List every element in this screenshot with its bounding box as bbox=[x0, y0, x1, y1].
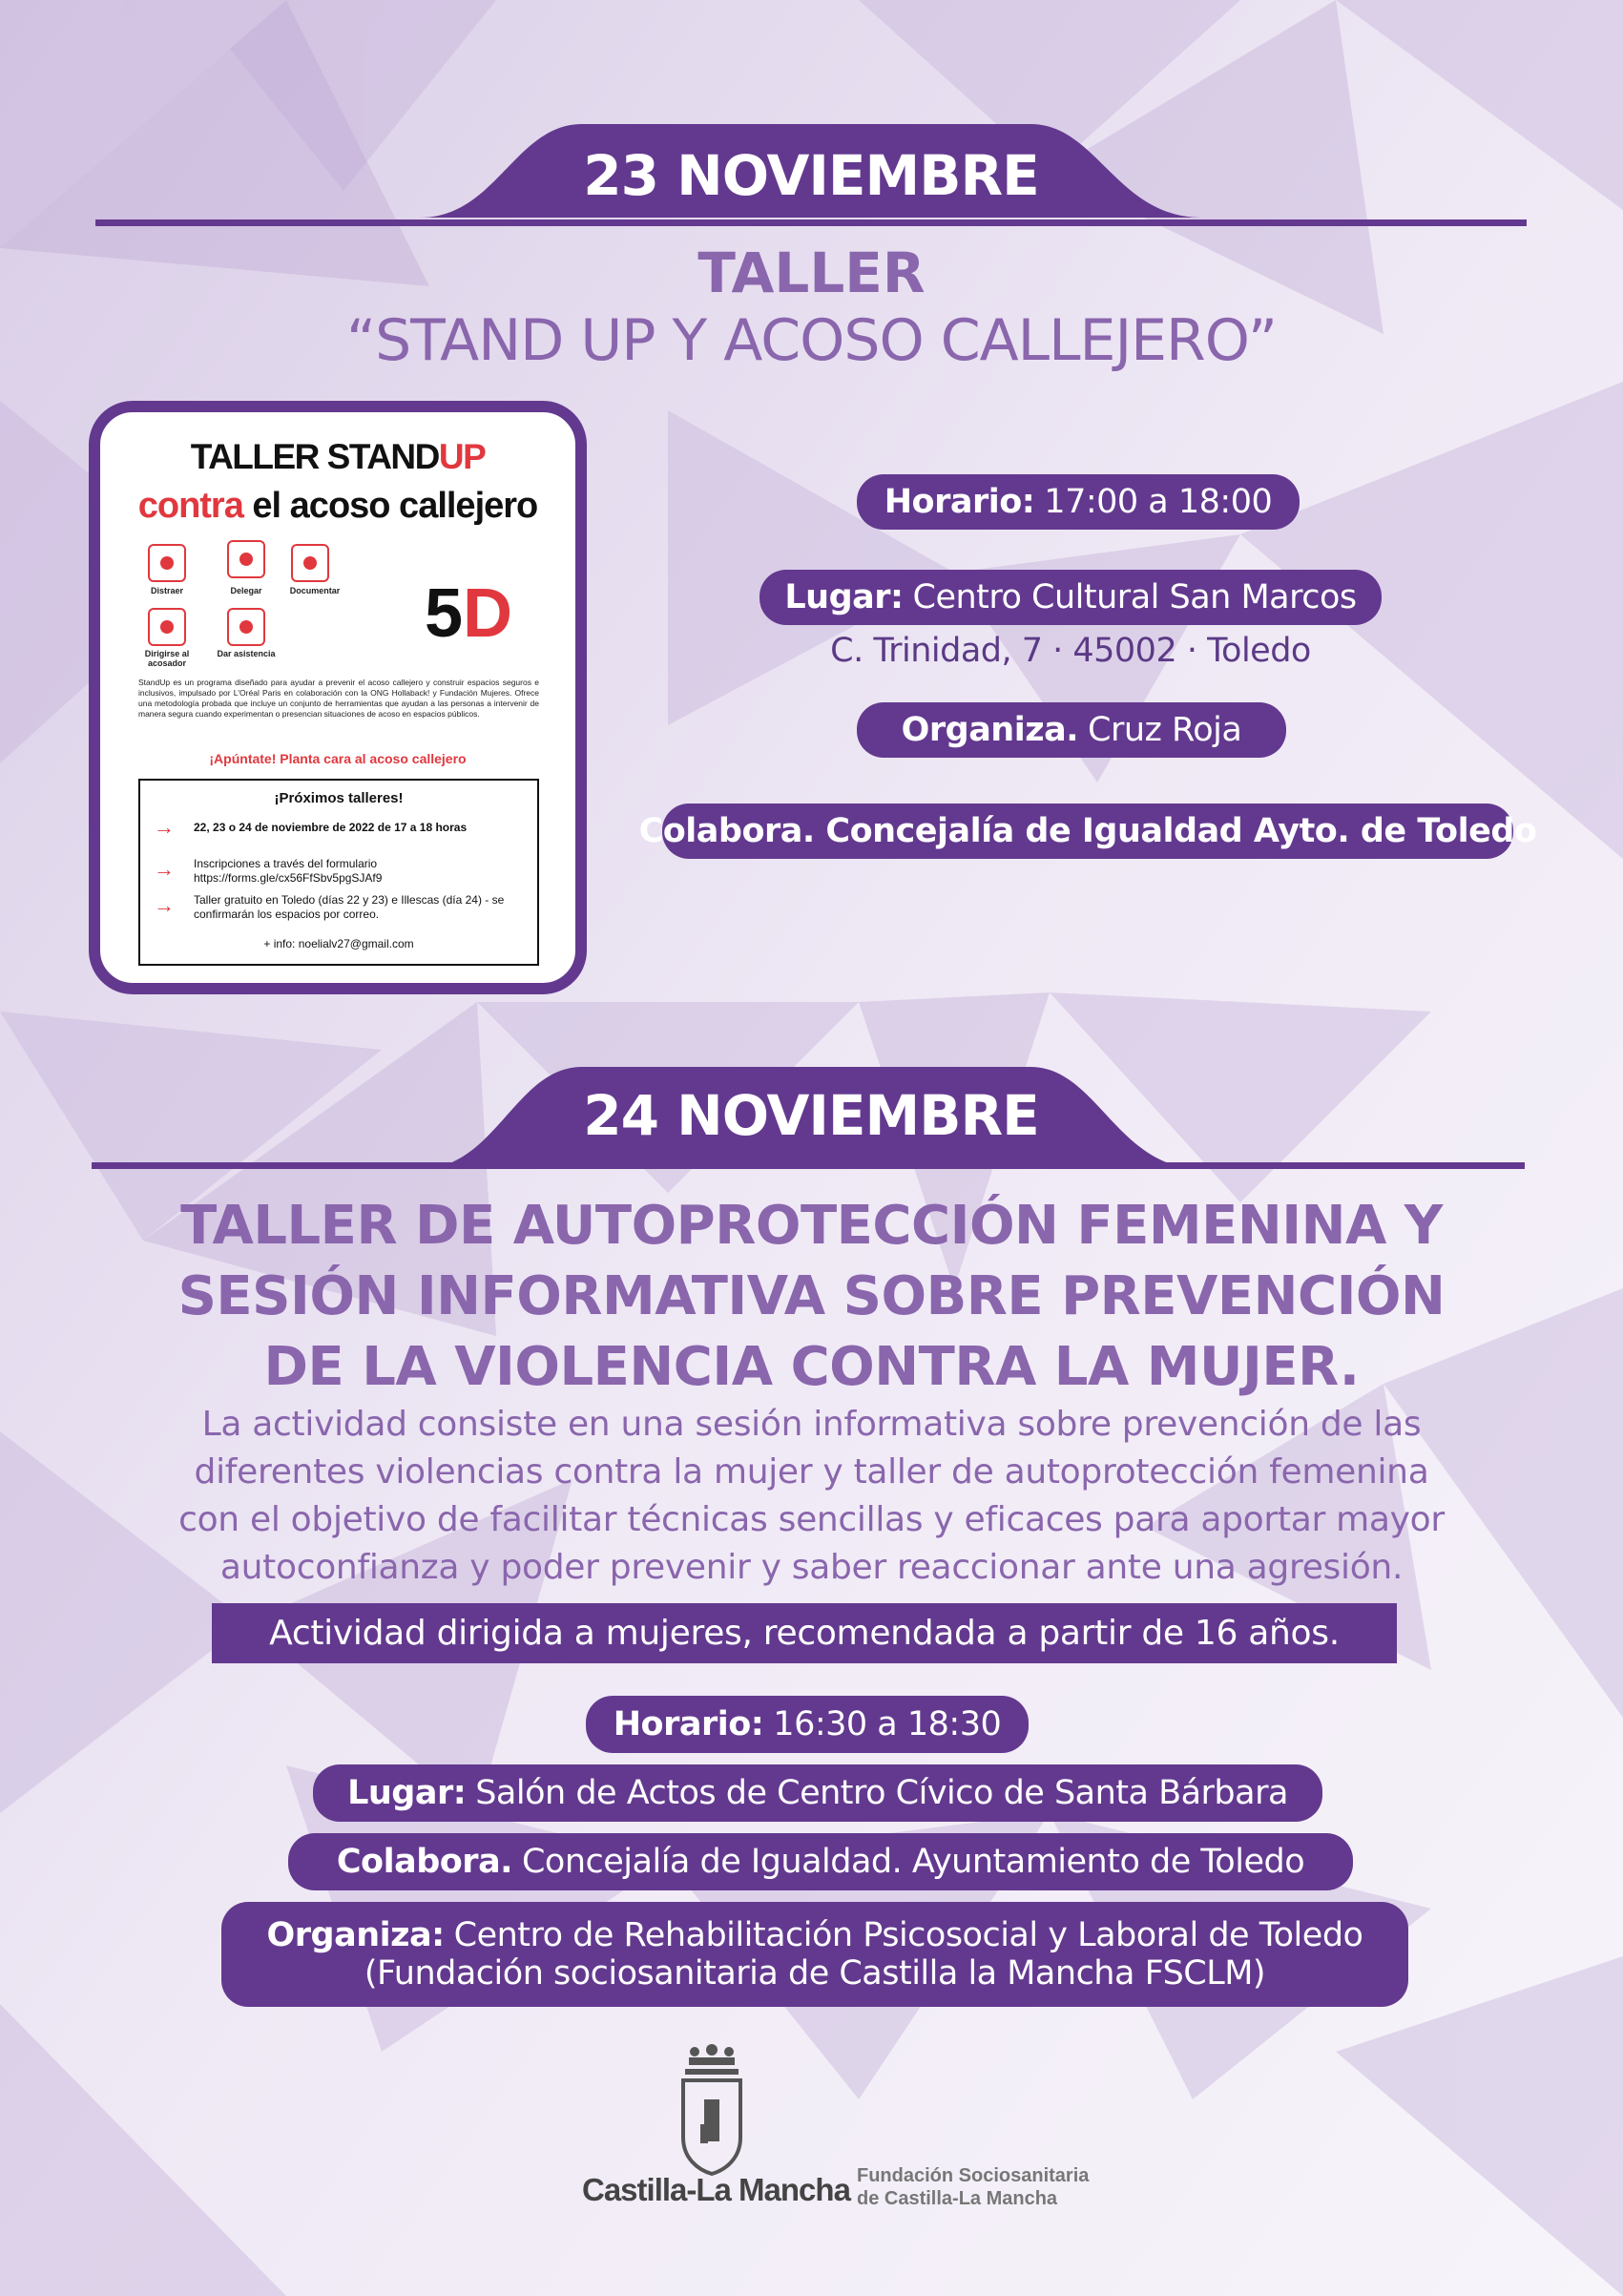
flyer-item-gratuito: Taller gratuito en Toledo (días 22 y 23) e Illescas (día 24) - se confirmarán los espacios por correo. bbox=[194, 893, 505, 921]
event1-horario-pill: Horario: 17:00 a 18:00 bbox=[857, 474, 1300, 530]
fundacion-sociosanitaria-logo bbox=[857, 2164, 1089, 2210]
delegar-icon bbox=[227, 540, 265, 578]
event2-body-line3: con el objetivo de facilitar técnicas sencillas y eficaces para aportar mayor bbox=[178, 1500, 1445, 1539]
flyer-icon-label: Documentar bbox=[289, 586, 341, 595]
flyer-5d-logo: 5D bbox=[425, 575, 513, 652]
flyer-description: StandUp es un programa diseñado para ayudar a prevenir el acoso callejero y construir espacios seguros e inclusivos, impulsado por L'Oréal Paris en colaboración con la ONG Hollaback! y Fundación Mujeres. Ofrece una metodología probada que incluye un conjunto de herramientas que ayudan a las personas a intervenir de manera segura cuando experimentan o presencian situaciones de acoso en espacios públicos. bbox=[138, 678, 539, 719]
arrow-right-icon: → bbox=[154, 857, 175, 881]
event2-title-line2: SESIÓN INFORMATIVA SOBRE PREVENCIÓN bbox=[177, 1265, 1446, 1327]
dar-asistencia-icon bbox=[227, 608, 265, 646]
event1-title-line2: “STAND UP Y ACOSO CALLEJERO” bbox=[345, 307, 1277, 374]
arrow-right-icon: → bbox=[154, 815, 175, 839]
flyer-icon-label: Dar asistencia bbox=[217, 649, 276, 658]
event1-colabora-pill: Colabora. Concejalía de Igualdad Ayto. de Toledo bbox=[662, 804, 1513, 859]
flyer-item-dates: 22, 23 o 24 de noviembre de 2022 de 17 a 18 horas bbox=[194, 821, 468, 834]
castilla-la-mancha-crest-icon bbox=[676, 2042, 748, 2176]
flyer-title: TALLER STANDUP bbox=[190, 437, 486, 476]
dirigirse-icon bbox=[148, 608, 186, 646]
flyer-subtitle: contra el acoso callejero bbox=[137, 486, 538, 526]
flyer-icon-label: Delegar bbox=[230, 586, 262, 595]
event1-title-line1: TALLER bbox=[697, 240, 926, 305]
flyer-info: + info: noelialv27@gmail.com bbox=[263, 937, 414, 950]
event1-divider bbox=[95, 219, 1527, 226]
event2-body-line4: autoconfianza y poder prevenir y saber reaccionar ante una agresión. bbox=[219, 1548, 1404, 1587]
event1-address: C. Trinidad, 7 · 45002 · Toledo bbox=[830, 632, 1311, 670]
event2-colabora-pill: Colabora. Concejalía de Igualdad. Ayuntamiento de Toledo bbox=[288, 1833, 1353, 1890]
event2-body-line2: diferentes violencias contra la mujer y taller de autoprotección femenina bbox=[194, 1452, 1429, 1492]
flyer-icon-label: Dirigirse al acosador bbox=[144, 649, 190, 668]
event1-date: 23 NOVIEMBRE bbox=[583, 143, 1039, 208]
event2-title-line3: DE LA VIOLENCIA CONTRA LA MUJER. bbox=[263, 1336, 1360, 1398]
standup-flyer bbox=[89, 401, 587, 994]
event2-organiza-pill bbox=[221, 1902, 1408, 2007]
flyer-icon-label: Distraer bbox=[150, 586, 184, 595]
documentar-icon bbox=[291, 544, 329, 582]
event1-organiza-pill: Organiza. Cruz Roja bbox=[857, 702, 1286, 758]
event2-date: 24 NOVIEMBRE bbox=[583, 1083, 1039, 1148]
flyer-upcoming-box bbox=[138, 779, 539, 966]
flyer-cta: ¡Apúntate! Planta cara al acoso callejero bbox=[209, 751, 467, 766]
event2-divider bbox=[92, 1162, 1525, 1169]
event1-lugar-pill: Lugar: Centro Cultural San Marcos bbox=[759, 570, 1382, 625]
distraer-icon bbox=[148, 544, 186, 582]
flyer-box-title: ¡Próximos talleres! bbox=[274, 790, 404, 806]
event2-organiza-line2: (Fundación sociosanitaria de Castilla la Mancha FSCLM) bbox=[364, 1954, 1266, 1993]
arrow-right-icon: → bbox=[154, 893, 175, 917]
event2-organiza-line1: Organiza: Centro de Rehabilitación Psicosocial y Laboral de Toledo bbox=[266, 1916, 1363, 1954]
event2-title-line1: TALLER DE AUTOPROTECCIÓN FEMENINA Y bbox=[180, 1195, 1443, 1257]
flyer-item-inscripciones: Inscripciones a través del formulario https://forms.gle/cx56FfSbv5pgSJAf9 bbox=[194, 857, 383, 885]
fundacion-logo-line1: Fundación Sociosanitaria bbox=[857, 2165, 1090, 2186]
event2-audience-bar: Actividad dirigida a mujeres, recomendada a partir de 16 años. bbox=[212, 1603, 1397, 1663]
event2-body-line1: La actividad consiste en una sesión informativa sobre prevención de las bbox=[201, 1405, 1422, 1444]
fundacion-logo-line2: de Castilla-La Mancha bbox=[857, 2188, 1058, 2209]
castilla-la-mancha-logo-text: Castilla-La Mancha bbox=[582, 2172, 850, 2207]
event2-horario-pill: Horario: 16:30 a 18:30 bbox=[586, 1696, 1029, 1753]
event2-lugar-pill: Lugar: Salón de Actos de Centro Cívico de Santa Bárbara bbox=[313, 1764, 1322, 1822]
